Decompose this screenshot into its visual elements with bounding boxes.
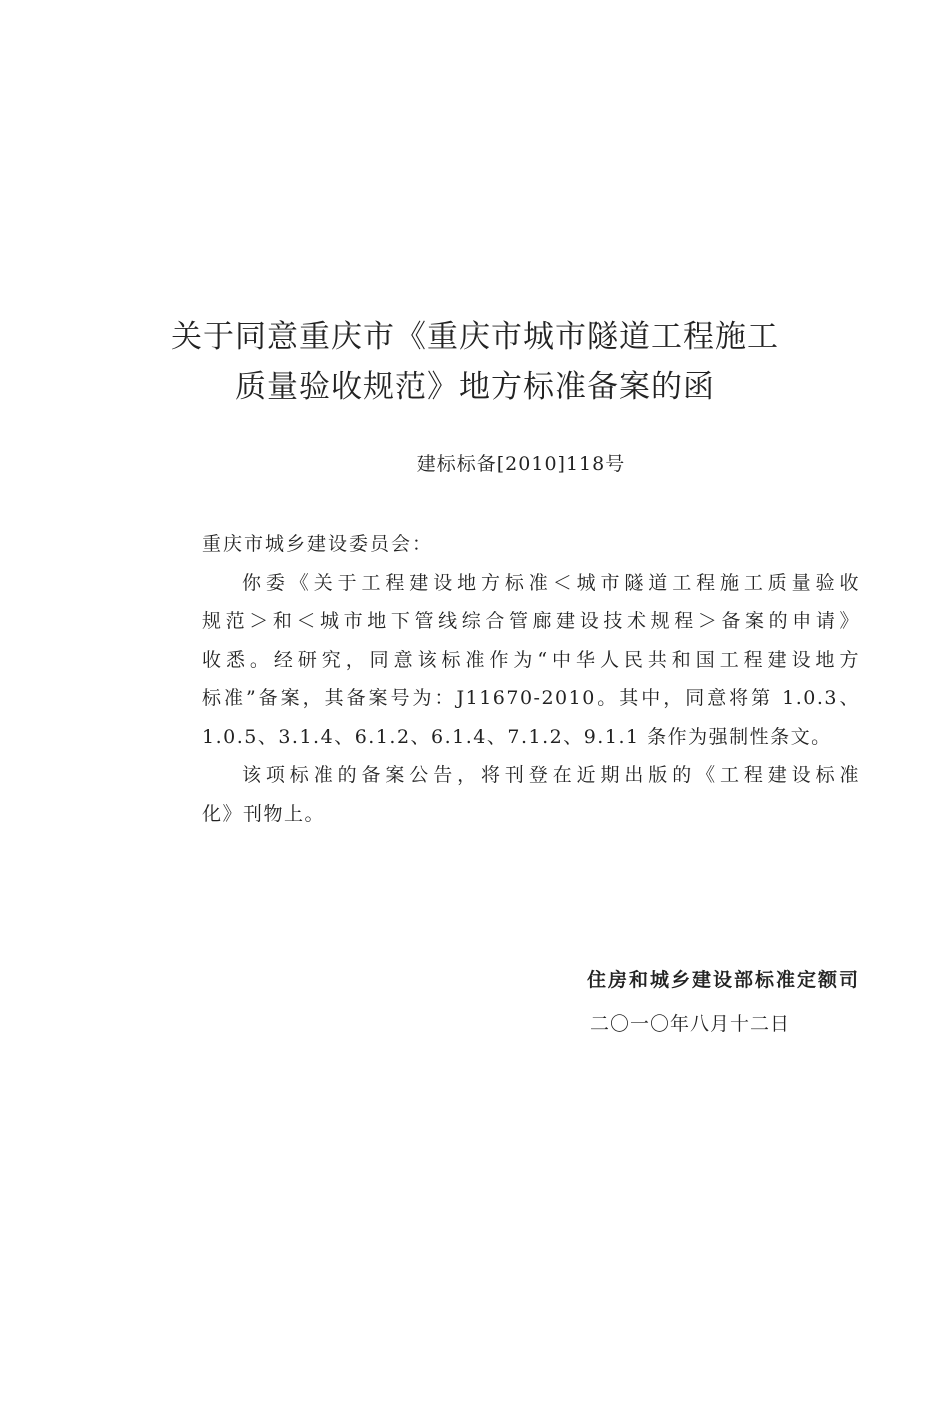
paragraph-1-line-2: 规范＞和＜城市地下管线综合管廊建设技术规程＞备案的申请》 [202,610,860,632]
paragraph-2 [202,756,860,833]
document-title [0,312,950,412]
document-number: 建标标备[2010]118号 [416,453,626,475]
paragraph-2-line-2: 化》刊物上。 [202,802,326,825]
issuing-authority: 住房和城乡建设部标准定额司 [586,969,860,991]
title-line-1: 关于同意重庆市《重庆市城市隧道工程施工 [171,319,779,355]
paragraph-1-line-3: 收悉。经研究，同意该标准作为“中华人民共和国工程建设地方 [202,648,860,671]
title-line-2: 质量验收规范》地方标准备案的函 [235,369,715,405]
issue-date: 二〇一〇年八月十二日 [590,1013,791,1035]
paragraph-1 [202,564,860,757]
letter-body [202,525,860,833]
salutation: 重庆市城乡建设委员会： [202,533,434,555]
paragraph-2-line-1: 该项标准的备案公告，将刊登在近期出版的《工程建设标准 [242,764,860,786]
paragraph-1-line-5: 1.0.5、3.1.4、6.1.2、6.1.4、7.1.2、9.1.1 条作为强制性条文。 [202,725,832,748]
paragraph-1-line-1: 你委《关于工程建设地方标准＜城市隧道工程施工质量验收 [242,571,860,594]
paragraph-1-line-4: 标准”备案，其备案号为：J11670-2010。其中，同意将第 1.0.3、 [202,687,860,709]
